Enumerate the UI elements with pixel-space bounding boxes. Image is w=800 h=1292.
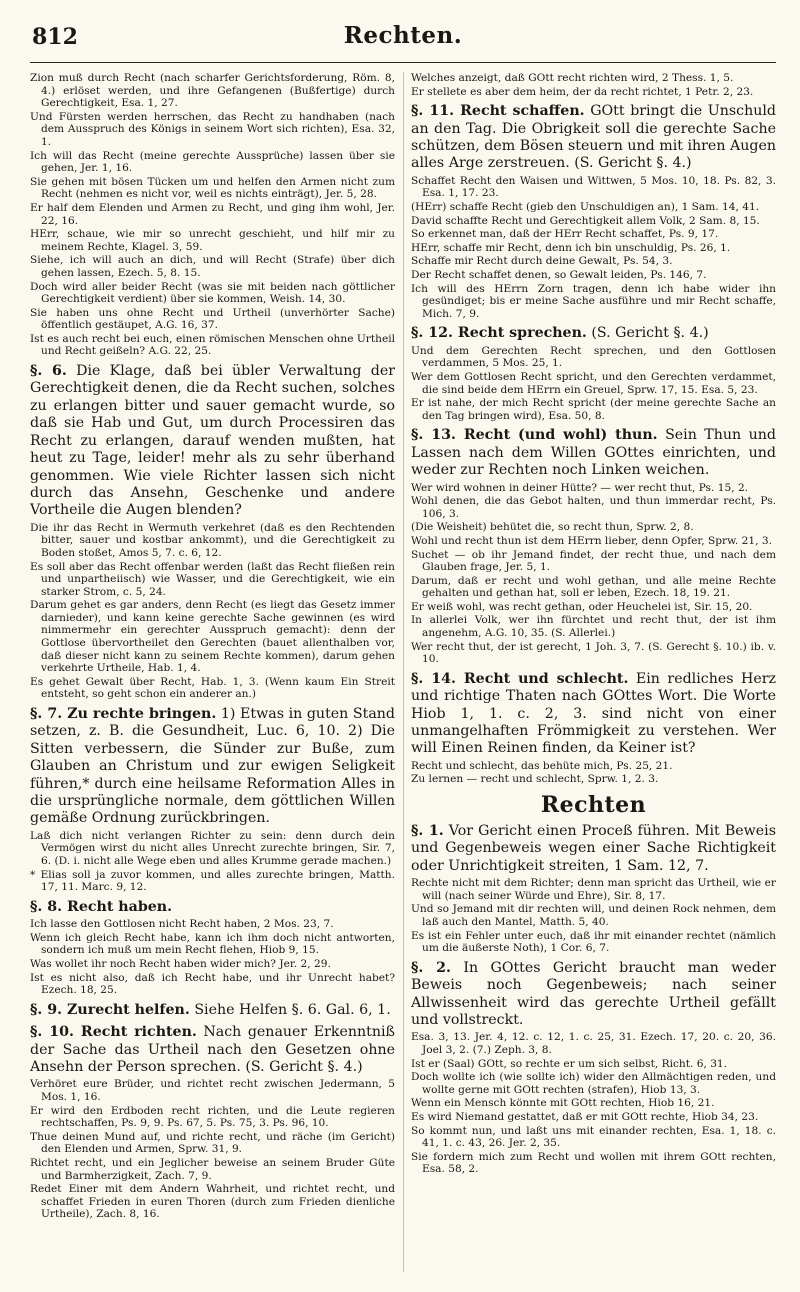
- quote-entry: In allerlei Volk, wer ihn fürchtet und recht thut, der ist ihm angenehm, A.G. 10, 35. (S. Allerlei.): [411, 614, 776, 640]
- section-label: §. 14. Recht und schlecht.: [411, 670, 629, 687]
- section-paragraph: [411, 427, 776, 479]
- section-paragraph: [30, 899, 395, 916]
- section-paragraph: [411, 823, 776, 875]
- quote-entry: Sie haben uns ohne Recht und Urtheil (unverhörter Sache) öffentlich gestäupet, A.G. 16, 37.: [30, 306, 395, 332]
- quote-entry: Wenn ein Mensch könnte mit GOtt rechten, Hiob 16, 21.: [411, 1097, 715, 1110]
- quote-entry: Er wird den Erdboden recht richten, und die Leute regieren rechtschaffen, Ps. 9, 9. Ps. 67, 5. Ps. 75, 3. Ps. 96, 10.: [30, 1104, 395, 1130]
- quote-entry: Ist es nicht also, daß ich Recht habe, und ihr Unrecht habet? Ezech. 18, 25.: [30, 971, 395, 997]
- right-column: [411, 72, 776, 1280]
- section-text: Siehe Helfen §. 6. Gal. 6, 1.: [194, 1001, 391, 1018]
- quote-entry: Schaffet Recht den Waisen und Wittwen, 5 Mos. 10, 18. Ps. 82, 3. Esa. 1, 17. 23.: [411, 174, 776, 200]
- section-text: (S. Gericht §. 4.): [591, 325, 709, 342]
- quote-entry: Der Recht schaffet denen, so Gewalt leiden, Ps. 146, 7.: [411, 268, 707, 281]
- quote-entry: Zu lernen — recht und schlecht, Sprw. 1, 2. 3.: [411, 773, 659, 786]
- section-paragraph: [30, 1024, 395, 1076]
- running-title: Rechten.: [343, 22, 463, 49]
- section-text: Sein Thun und Lassen nach dem Willen GOttes einrichten, und weder zur Rechten noch Linken weichen.: [411, 427, 776, 479]
- dictionary-page: [30, 14, 776, 1280]
- quote-entry: Wer recht thut, der ist gerecht, 1 Joh. 3, 7. (S. Gerecht §. 10.) ib. v. 10.: [411, 640, 776, 666]
- quote-entry: HErr, schaue, wie mir so unrecht geschieht, und hilf mir zu meinem Rechte, Klagel. 3, 59.: [30, 228, 395, 253]
- quote-entry: Ich lasse den Gottlosen nicht Recht haben, 2 Mos. 23, 7.: [30, 918, 334, 931]
- quote-entry: Ich will des HErrn Zorn tragen, denn ich habe wider ihn gesündiget; bis er meine Sache ausführe und mir Recht schaffe, Mich. 7, 9.: [411, 282, 776, 320]
- quote-entry: Er stellete es aber dem heim, der da recht richtet, 1 Petr. 2, 23.: [411, 85, 754, 98]
- section-text: GOtt bringt die Unschuld an den Tag. Die Obrigkeit soll die gerechte Sache schützen, dem Bösen steuern und mit ihren Augen alles Arge zerstreuen. (S. Gericht §. 4.): [411, 103, 776, 172]
- quote-entry: David schaffte Recht und Gerechtigkeit allem Volk, 2 Sam. 8, 15.: [411, 214, 760, 227]
- quote-entry: * Elias soll ja zuvor kommen, und alles zurechte bringen, Matth. 17, 11. Marc. 9, 12.: [30, 868, 395, 894]
- quote-entry: Doch wird aller beider Recht (was sie mit beiden nach göttlicher Gerechtigkeit verdient) über sie kommen, Weish. 14, 30.: [30, 280, 395, 306]
- section-label: §. 2.: [411, 959, 451, 976]
- quote-entry: Darum, daß er recht und wohl gethan, und alle meine Rechte gehalten und gethan hat, soll er leben, Ezech. 18, 19. 21.: [411, 574, 776, 600]
- section-paragraph: [30, 706, 395, 828]
- quote-entry: HErr, schaffe mir Recht, denn ich bin unschuldig, Ps. 26, 1.: [411, 241, 731, 254]
- quote-entry: Verhöret eure Brüder, und richtet recht zwischen Jedermann, 5 Mos. 1, 16.: [30, 1078, 395, 1104]
- quote-entry: Er weiß wohl, was recht gethan, oder Heuchelei ist, Sir. 15, 20.: [411, 600, 753, 613]
- quote-entry: Ist er (Saal) GOtt, so rechte er um sich selbst, Richt. 6, 31.: [411, 1057, 728, 1070]
- section-label: §. 9. Zurecht helfen.: [30, 1001, 190, 1018]
- quote-entry: (HErr) schaffe Recht (gieb den Unschuldigen an), 1 Sam. 14, 41.: [411, 201, 760, 213]
- page-number: 812: [32, 24, 78, 50]
- section-label: §. 13. Recht (und wohl) thun.: [411, 427, 658, 444]
- quote-entry: Esa. 3, 13. Jer. 4, 12. c. 12, 1. c. 25, 31. Ezech. 17, 20. c. 20, 36. Joel 3, 2. (7.) Zeph. 3, 8.: [411, 1031, 776, 1057]
- section-text: Vor Gericht einen Proceß führen. Mit Beweis und Gegenbeweis wegen einer Sache Richtigkeit oder Unrichtigkeit streiten, 1 Sam. 12, 7.: [411, 823, 776, 874]
- quote-entry: Richtet recht, und ein Jeglicher beweise an seinem Bruder Güte und Barmherzigkeit, Zach. 7, 9.: [30, 1157, 395, 1182]
- quote-entry: Schaffe mir Recht durch deine Gewalt, Ps. 54, 3.: [411, 255, 673, 268]
- quote-entry: Thue deinen Mund auf, und richte recht, und räche (im Gericht) den Elenden und Armen, Sprw. 31, 9.: [30, 1130, 395, 1156]
- quote-entry: Er half dem Elenden und Armen zu Recht, und ging ihm wohl, Jer. 22, 16.: [30, 201, 395, 227]
- section-label: §. 1.: [411, 823, 444, 840]
- quote-entry: (Die Weisheit) behütet die, so recht thun, Sprw. 2, 8.: [411, 521, 694, 534]
- quote-entry: Sie fordern mich zum Recht und wollen mit ihrem GOtt rechten, Esa. 58, 2.: [411, 1150, 776, 1176]
- quote-entry: Wohl und recht thun ist dem HErrn lieber, denn Opfer, Sprw. 21, 3.: [411, 534, 772, 547]
- quote-entry: So kommt nun, und laßt uns mit einander rechten, Esa. 1, 18. c. 41, 1. c. 43, 26. Jer. 2, 35.: [411, 1124, 776, 1150]
- quote-entry: Es soll aber das Recht offenbar werden (laßt das Recht fließen rein und unpartheiisch) wie Wasser, und die Gerechtigkeit, wie ein starker Strom, c. 5, 24.: [30, 560, 395, 598]
- quote-entry: Es gehet Gewalt über Recht, Hab. 1, 3. (Wenn kaum Ein Streit entsteht, so geht schon ein anderer an.): [30, 675, 395, 701]
- quote-entry: Suchet — ob ihr Jemand findet, der recht thue, und nach dem Glauben frage, Jer. 5, 1.: [411, 548, 776, 574]
- section-label: §. 11. Recht schaffen.: [411, 103, 585, 120]
- quote-entry: Laß dich nicht verlangen Richter zu sein: denn durch dein Vermögen wirst du nicht alles Unrecht zurechte bringen, Sir. 7, 6. (D. i. nicht alle Wege eben und alles Krumme gerade machen.): [30, 829, 395, 868]
- quote-entry: So erkennet man, daß der HErr Recht schaffet, Ps. 9, 17.: [411, 228, 719, 241]
- quote-entry: Und so Jemand mit dir rechten will, und deinen Rock nehmen, dem laß auch den Mantel, Matth. 5, 40.: [411, 903, 776, 929]
- section-text: In GOttes Gericht braucht man weder Beweis noch Gegenbeweis; nach seiner Allwissenheit wird das gerechte Urtheil gefällt und vollstreckt.: [411, 959, 776, 1029]
- section-text: Ein redliches Herz und richtige Thaten nach GOttes Wort. Die Worte Hiob 1, 1. c. 2, 3. sind nicht von einer unmangelhaften Frömmigkeit zu verstehen. Wer will Einen Reinen finden, da Keiner ist?: [411, 670, 776, 757]
- quote-entry: Ist es auch recht bei euch, einen römischen Menschen ohne Urtheil und Recht geißeln? A.G. 22, 25.: [30, 332, 395, 358]
- section-paragraph: [30, 363, 395, 520]
- section-label: §. 8. Recht haben.: [30, 898, 173, 915]
- quote-entry: Es wird Niemand gestattet, daß er mit GOtt rechte, Hiob 34, 23.: [411, 1111, 759, 1124]
- section-label: §. 10. Recht richten.: [30, 1024, 197, 1041]
- section-paragraph: [411, 960, 776, 1030]
- quote-entry: Was wollet ihr noch Recht haben wider mich? Jer. 2, 29.: [30, 958, 331, 971]
- quote-entry: Es ist ein Fehler unter euch, daß ihr mit einander rechtet (nämlich um die äußerste Noth), 1 Cor. 6, 7.: [411, 929, 776, 955]
- column-divider: [403, 72, 404, 1272]
- entry-heading: Rechten: [540, 792, 647, 819]
- quote-entry: Ich will das Recht (meine gerechte Aussprüche) lassen über sie gehen, Jer. 1, 16.: [30, 149, 395, 175]
- quote-entry: Er ist nahe, der mich Recht spricht (der meine gerechte Sache an den Tag bringen wird), Esa. 50, 8.: [411, 397, 776, 422]
- quote-entry: Darum gehet es gar anders, denn Recht (es liegt das Gesetz immer darnieder), und kann keine gerechte Sache gewinnen (es wird nimmermehr ein gerechter Ausspruch gemacht): denn der Gottlose übervortheilet den Gerechten (bauet allenthalben vor, daß dieser nicht kann zu seinem Rechte kommen), darum gehen verkehrte Urtheile, Hab. 1, 4.: [30, 599, 395, 675]
- quote-entry: Sie gehen mit bösen Tücken um und helfen den Armen nicht zum Recht (nehmen es nicht vor, weil es nichts einträgt), Jer. 5, 28.: [30, 175, 395, 201]
- quote-entry: Zion muß durch Recht (nach scharfer Gerichtsforderung, Röm. 8, 4.) erlöset werden, und ihre Gefangenen (Bußfertige) durch Gerechtigkeit, Esa. 1, 27.: [30, 72, 395, 110]
- section-label: §. 6.: [30, 363, 67, 380]
- quote-entry: Wohl denen, die das Gebot halten, und thun immerdar recht, Ps. 106, 3.: [411, 495, 776, 520]
- quote-entry: Wenn ich gleich Recht habe, kann ich ihm doch nicht antworten, sondern ich muß um mein Recht flehen, Hiob 9, 15.: [30, 931, 395, 957]
- left-column: [30, 72, 395, 1280]
- quote-entry: Die ihr das Recht in Wermuth verkehret (daß es den Rechtenden bitter, sauer und kostbar ankommt), und die Gerechtigkeit zu Boden stoßet, Amos 5, 7. c. 6, 12.: [30, 521, 395, 559]
- quote-entry: Siehe, ich will auch an dich, und will Recht (Strafe) über dich gehen lassen, Ezech. 5, 8. 15.: [30, 254, 395, 279]
- section-paragraph: [30, 1002, 395, 1019]
- section-paragraph: [411, 671, 776, 758]
- section-label: §. 7. Zu rechte bringen.: [30, 706, 217, 723]
- quote-entry: Und Fürsten werden herrschen, das Recht zu handhaben (nach dem Ausspruch des Königs in seinem Wort sich richten), Esa. 32, 1.: [30, 110, 395, 148]
- section-text: Die Klage, daß bei übler Verwaltung der Gerechtigkeit denen, die da Recht suchen, solches zu erlangen bitter und sauer gemacht wurde, so daß sie Hab und Gut, um durch Processiren das Recht zu erlangen, darauf wenden mußten, hat heut zu Tage, leider! mehr als zu sehr überhand genommen. Wie viele Richter lassen sich nicht durch das Ansehn, Geschenke und andere Vortheile die Augen blenden?: [30, 363, 395, 519]
- section-text: Nach genauer Erkenntniß der Sache das Urtheil nach den Gesetzen ohne Ansehn der Person sprechen. (S. Gericht §. 4.): [30, 1024, 395, 1076]
- quote-entry: Rechte nicht mit dem Richter; denn man spricht das Urtheil, wie er will (nach seiner Würde und Ehre), Sir. 8, 17.: [411, 877, 776, 902]
- quote-entry: Wer wird wohnen in deiner Hütte? — wer recht thut, Ps. 15, 2.: [411, 481, 749, 494]
- quote-entry: Doch wollte ich (wie sollte ich) wider den Allmächtigen reden, und wollte gerne mit GOtt rechten (strafen), Hiob 13, 3.: [411, 1071, 776, 1096]
- quote-entry: Redet Einer mit dem Andern Wahrheit, und richtet recht, und schaffet Frieden in euren Thoren (durch zum Frieden dienliche Urtheile), Zach. 8, 16.: [30, 1183, 395, 1221]
- section-paragraph: [411, 325, 776, 342]
- quote-entry: Welches anzeigt, daß GOtt recht richten wird, 2 Thess. 1, 5.: [411, 72, 734, 84]
- page-header: [30, 14, 776, 63]
- quote-entry: Und dem Gerechten Recht sprechen, und den Gottlosen verdammen, 5 Mos. 25, 1.: [411, 344, 776, 370]
- section-text: 1) Etwas in guten Stand setzen, z. B. die Gesundheit, Luc. 6, 10. 2) Die Sitten verbessern, die Sünder zur Buße, zum Glauben an Christum und zur ewigen Seligkeit führen,* durch eine heilsame Reformation Alles in die ursprüngliche normale, dem göttlichen Willen gemäße Ordnung zurückbringen.: [30, 706, 395, 827]
- section-paragraph: [411, 103, 776, 173]
- text-columns: [30, 72, 776, 1280]
- section-label: §. 12. Recht sprechen.: [411, 325, 587, 342]
- quote-entry: Wer dem Gottlosen Recht spricht, und den Gerechten verdammet, die sind beide dem HErrn ein Greuel, Sprw. 17, 15. Esa. 5, 23.: [411, 370, 776, 396]
- quote-entry: Recht und schlecht, das behüte mich, Ps. 25, 21.: [411, 759, 673, 772]
